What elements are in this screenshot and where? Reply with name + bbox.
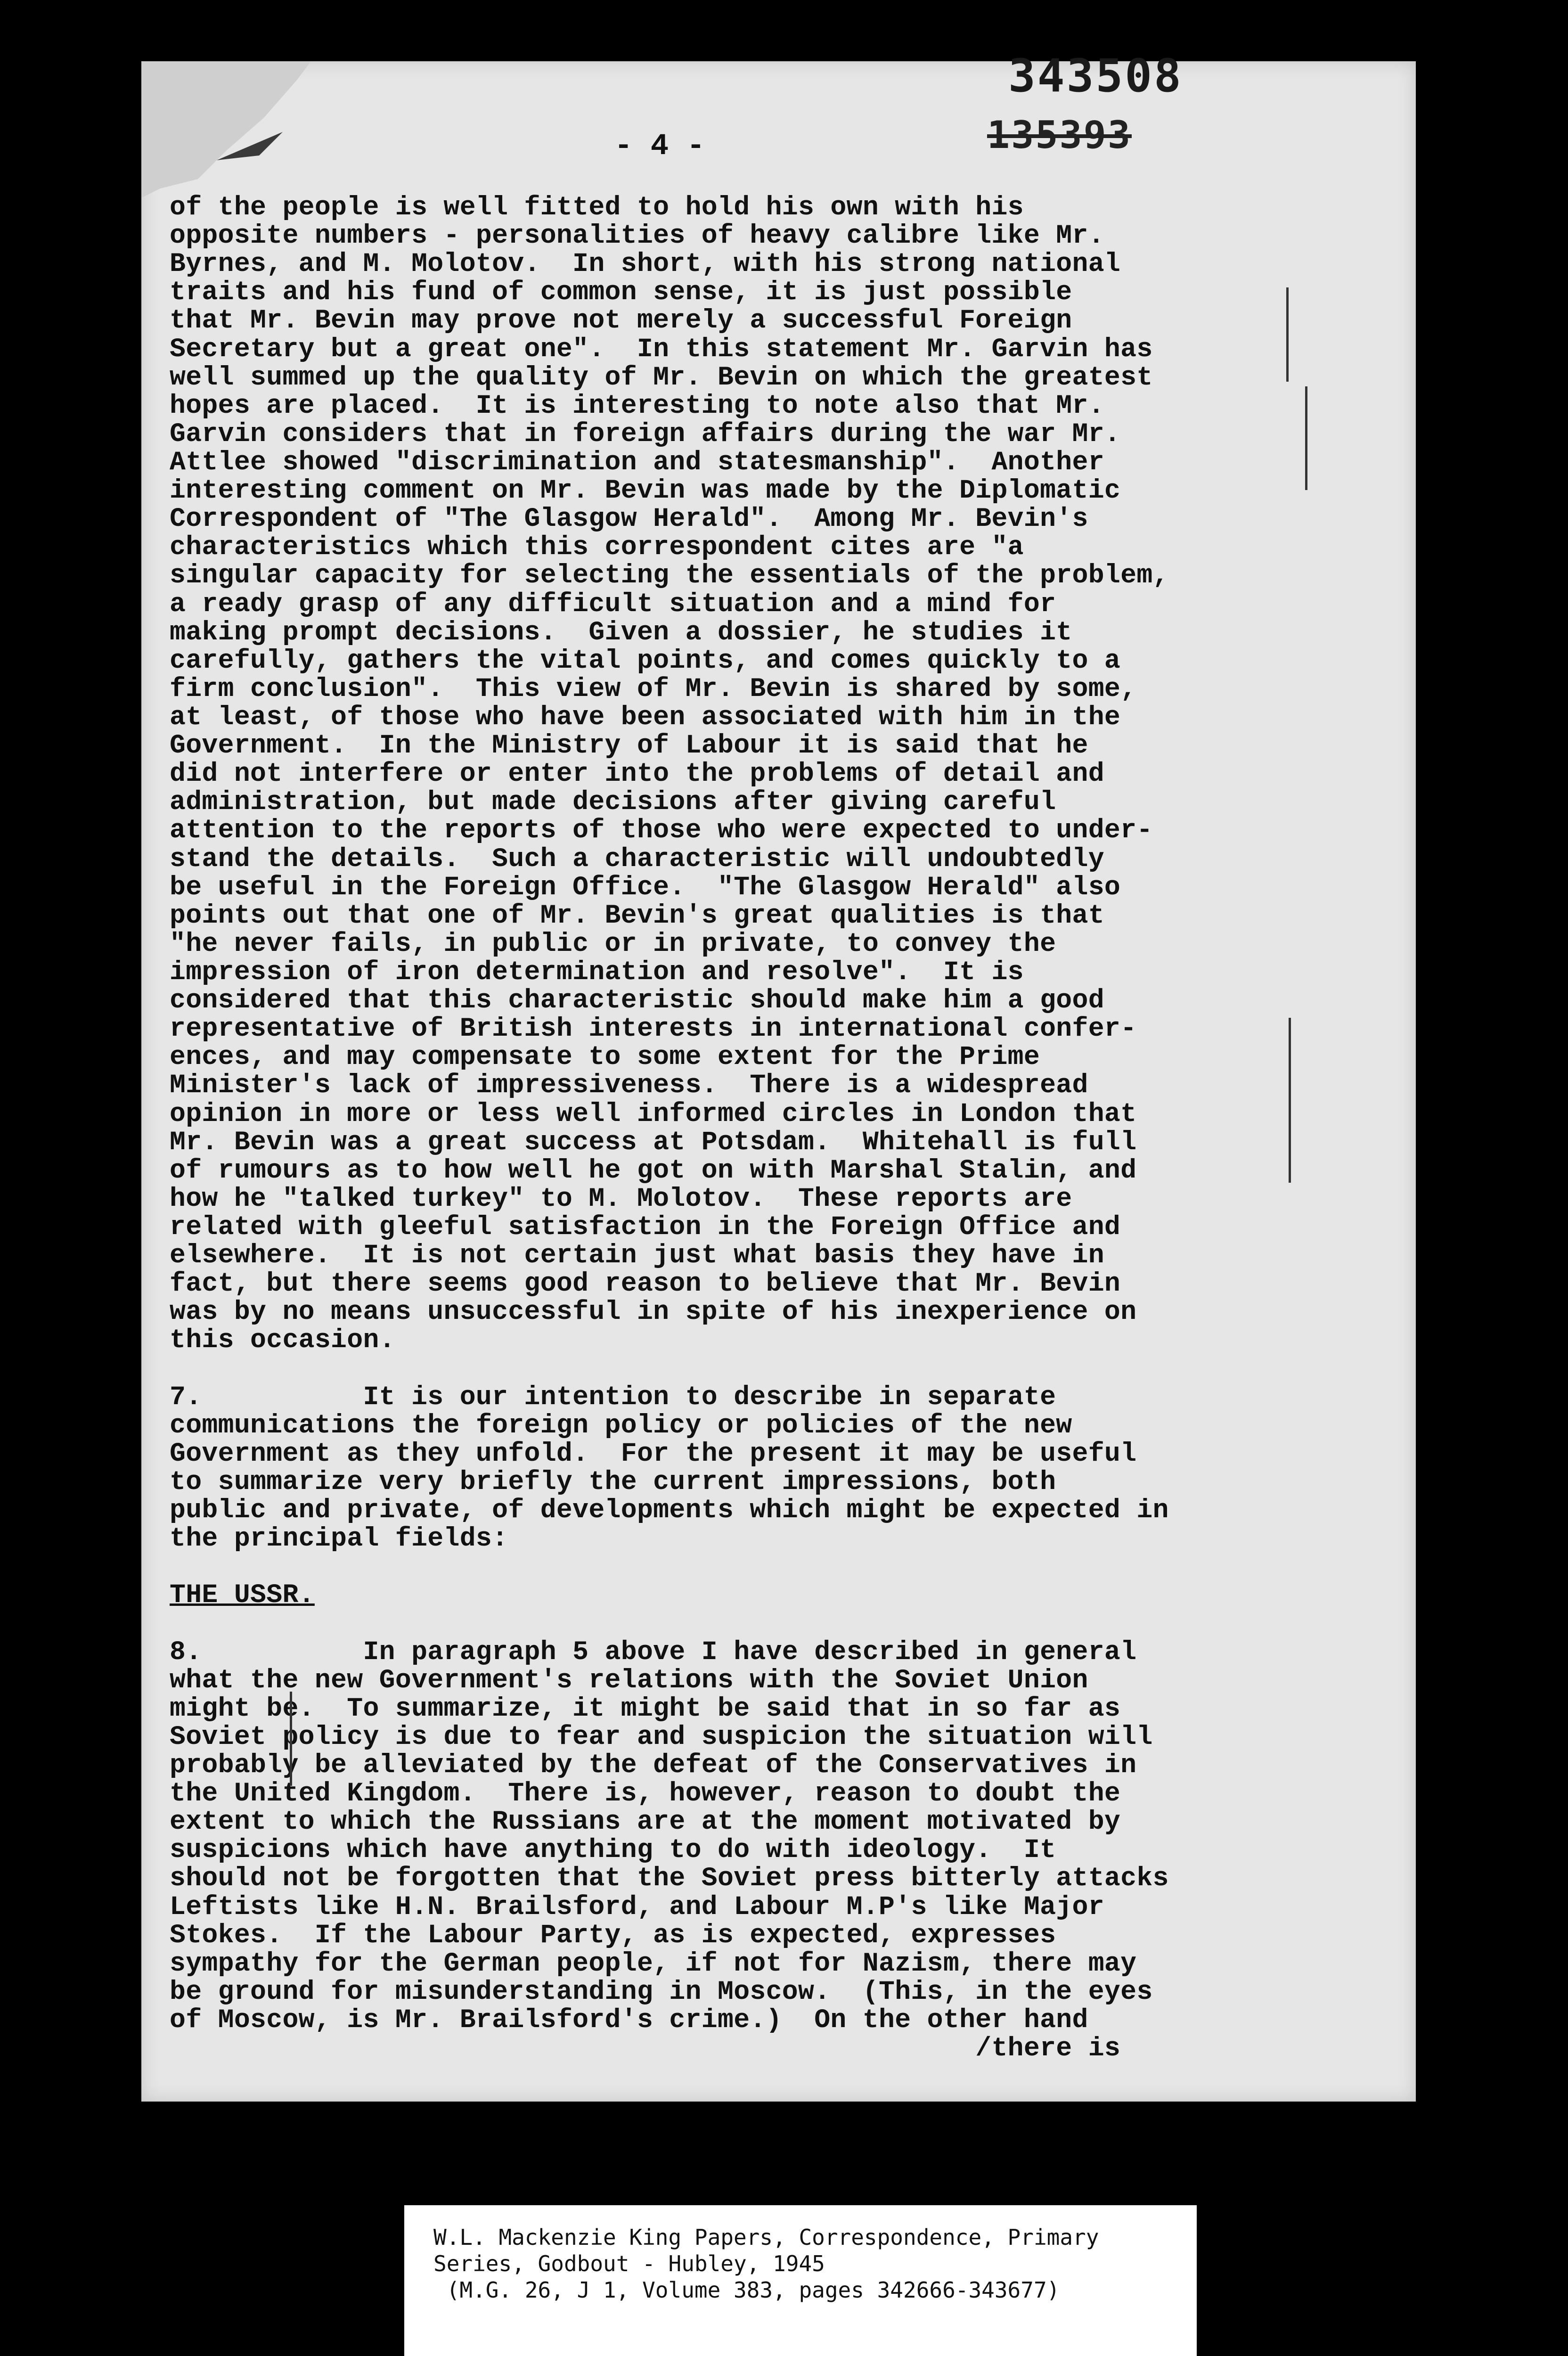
text-line: the United Kingdom. There is, however, reason to doubt the [170, 1778, 1121, 1809]
text-line: points out that one of Mr. Bevin's great qualities is that [170, 900, 1104, 931]
citation-line: (M.G. 26, J 1, Volume 383, pages 342666-343677) [433, 2277, 1060, 2303]
body-text [170, 193, 1296, 2062]
text-line: traits and his fund of common sense, it is just possible [170, 277, 1072, 308]
text-line: Leftists like H.N. Brailsford, and Labour M.P's like Major [170, 1891, 1104, 1922]
text-line: stand the details. Such a characteristic will undoubtedly [170, 843, 1104, 874]
text-line: suspicions which have anything to do with ideology. It [170, 1835, 1056, 1865]
text-line: be useful in the Foreign Office. "The Glasgow Herald" also [170, 872, 1121, 902]
text-line: at least, of those who have been associated with him in the [170, 702, 1121, 732]
text-line: hopes are placed. It is interesting to note also that Mr. [170, 390, 1104, 421]
margin-mark [1289, 1018, 1291, 1183]
text-line: firm conclusion". This view of Mr. Bevin is shared by some, [170, 673, 1137, 704]
page-marker: - 4 - [614, 130, 705, 164]
text-line: Minister's lack of impressiveness. There is a widespread [170, 1070, 1088, 1101]
text-line: the principal fields: [170, 1523, 508, 1554]
text-line: Garvin considers that in foreign affairs during the war Mr. [170, 418, 1121, 449]
text-line: sympathy for the German people, if not for Nazism, there may [170, 1948, 1137, 1979]
text-line: communications the foreign policy or policies of the new [170, 1410, 1072, 1440]
crossed-out-page-number: 135393 [987, 113, 1132, 157]
text-line: of Moscow, is Mr. Brailsford's crime.) On the other hand [170, 2005, 1088, 2035]
text-line: opinion in more or less well informed circles in London that [170, 1098, 1137, 1129]
text-line: 7. It is our intention to describe in separate [170, 1382, 1056, 1412]
text-line: Secretary but a great one". In this statement Mr. Garvin has [170, 334, 1153, 364]
text-line: administration, but made decisions after giving careful [170, 787, 1056, 818]
text-line: Government. In the Ministry of Labour it is said that he [170, 730, 1088, 761]
text-line: Mr. Bevin was a great success at Potsdam. Whitehall is full [170, 1127, 1137, 1157]
text-line: interesting comment on Mr. Bevin was made by the Diplomatic [170, 475, 1121, 506]
margin-mark [1305, 386, 1307, 490]
text-line: should not be forgotten that the Soviet press bitterly attacks [170, 1863, 1169, 1894]
text-line: Byrnes, and M. Molotov. In short, with his strong national [170, 249, 1121, 279]
text-line: ences, and may compensate to some extent for the Prime [170, 1042, 1040, 1072]
text-line: what the new Government's relations with the Soviet Union [170, 1665, 1088, 1695]
text-line: did not interfere or enter into the problems of detail and [170, 759, 1104, 789]
text-line: /there is [170, 2033, 1121, 2064]
text-line: be ground for misunderstanding in Moscow. (This, in the eyes [170, 1976, 1153, 2007]
text-line: this occasion. [170, 1325, 395, 1356]
text-line: to summarize very briefly the current impressions, both [170, 1466, 1056, 1497]
text-line: fact, but there seems good reason to believe that Mr. Bevin [170, 1268, 1121, 1299]
text-line: impression of iron determination and resolve". It is [170, 957, 1024, 987]
text-line: probably be alleviated by the defeat of the Conservatives in [170, 1750, 1137, 1781]
citation-line: W.L. Mackenzie King Papers, Correspondence, Primary [433, 2225, 1099, 2250]
section-heading: THE USSR. [170, 1580, 315, 1611]
text-line: well summed up the quality of Mr. Bevin on which the greatest [170, 362, 1153, 393]
text-line: Stokes. If the Labour Party, as is expected, expresses [170, 1920, 1056, 1950]
text-line: of rumours as to how well he got on with Marshal Stalin, and [170, 1155, 1137, 1186]
text-line: Government as they unfold. For the present it may be useful [170, 1438, 1137, 1469]
text-line: of the people is well fitted to hold his own with his [170, 192, 1024, 222]
text-line: public and private, of developments which might be expected in [170, 1495, 1169, 1526]
text-line: 8. In paragraph 5 above I have described in general [170, 1636, 1137, 1667]
citation-line: Series, Godbout - Hubley, 1945 [433, 2251, 825, 2277]
stamped-page-number: 343508 [1008, 49, 1183, 102]
text-line: was by no means unsuccessful in spite of his inexperience on [170, 1297, 1137, 1327]
citation-text [433, 2224, 1187, 2303]
text-line: characteristics which this correspondent cites are "a [170, 532, 1024, 563]
text-line: Attlee showed "discrimination and statesmanship". Another [170, 447, 1104, 477]
text-line: that Mr. Bevin may prove not merely a successful Foreign [170, 305, 1072, 336]
folded-corner-mark [141, 61, 311, 198]
text-line: singular capacity for selecting the essentials of the problem, [170, 560, 1169, 591]
text-line: a ready grasp of any difficult situation and a mind for [170, 589, 1056, 619]
text-line: making prompt decisions. Given a dossier, he studies it [170, 617, 1072, 647]
margin-mark [290, 1692, 292, 1786]
text-line: considered that this characteristic should make him a good [170, 985, 1104, 1016]
text-line: attention to the reports of those who were expected to under- [170, 815, 1153, 846]
text-line: Correspondent of "The Glasgow Herald". Among Mr. Bevin's [170, 504, 1088, 534]
text-line: how he "talked turkey" to M. Molotov. These reports are [170, 1183, 1072, 1214]
text-line: representative of British interests in international confer- [170, 1014, 1137, 1044]
text-line: opposite numbers - personalities of heavy calibre like Mr. [170, 221, 1104, 251]
text-line: extent to which the Russians are at the moment motivated by [170, 1807, 1121, 1837]
text-line: elsewhere. It is not certain just what basis they have in [170, 1240, 1104, 1271]
text-line: Soviet policy is due to fear and suspicion the situation will [170, 1721, 1153, 1752]
text-line: might be. To summarize, it might be said that in so far as [170, 1693, 1121, 1724]
text-line: carefully, gathers the vital points, and comes quickly to a [170, 645, 1121, 676]
margin-mark [1286, 287, 1289, 382]
text-line: "he never fails, in public or in private, to convey the [170, 928, 1056, 959]
text-line: related with gleeful satisfaction in the Foreign Office and [170, 1211, 1121, 1242]
